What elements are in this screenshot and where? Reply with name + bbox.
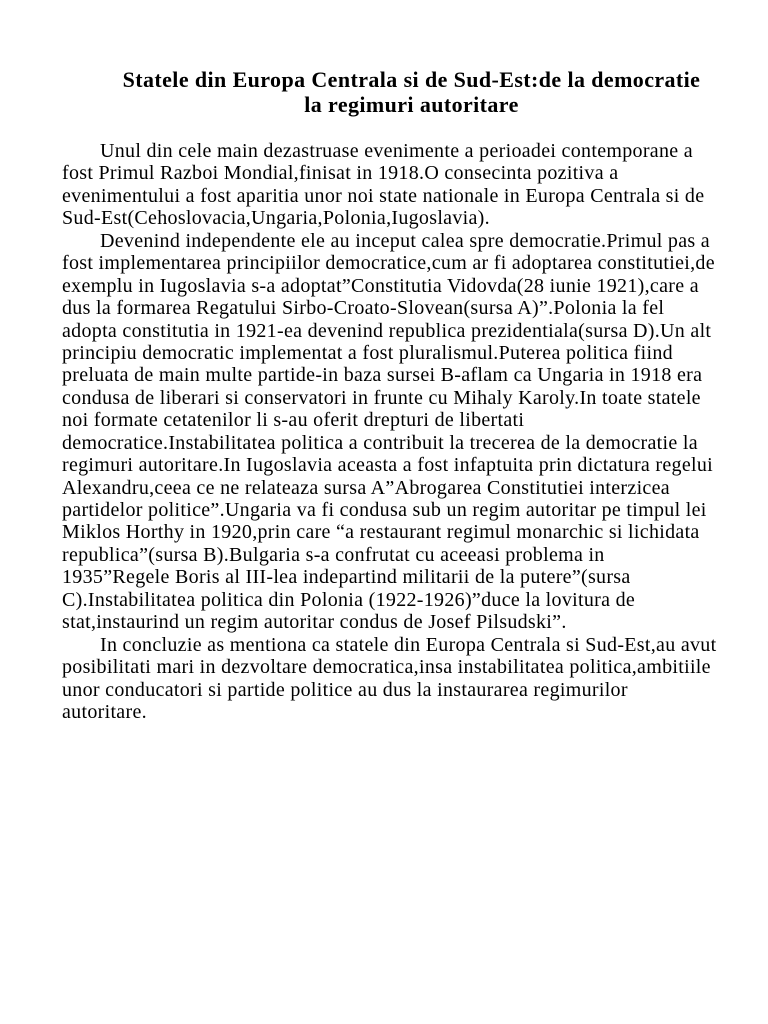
text-line: regimuri autoritare.In Iugoslavia aceasta a fost infaptuita prin dictatura regelui [62, 454, 714, 477]
text-line: C).Instabilitatea politica din Polonia (1922-1926)”duce la lovitura de [62, 588, 636, 611]
text-line: Devenind independente ele au inceput calea spre democratie.Primul pas a [100, 229, 710, 252]
text-line: dus la formarea Regatului Sirbo-Croato-Slovean(sursa A)”.Polonia la fel [62, 297, 665, 320]
text-line: In concluzie as mentiona ca statele din Europa Centrala si Sud-Est,au avut [100, 633, 717, 656]
paragraph-conclusion [62, 634, 752, 724]
text-line: principiu democratic implementat a fost pluralismul.Puterea politica fiind [62, 341, 673, 364]
text-line: Sud-Est(Cehoslovacia,Ungaria,Polonia,Iugoslavia). [62, 207, 490, 230]
text-line: fost Primul Razboi Mondial,finisat in 1918.O consecinta pozitiva a [62, 162, 619, 185]
text-line: stat,instaurind un regim autoritar condus de Josef Pilsudski”. [62, 611, 567, 634]
title-line: la regimuri autoritare [304, 92, 519, 117]
text-line: democratice.Instabilitatea politica a contribuit la trecerea de la democratie la [62, 431, 698, 454]
title-line: Statele din Europa Centrala si de Sud-Est:de la democratie [122, 67, 701, 92]
text-line: evenimentului a fost aparitia unor noi state nationale in Europa Centrala si de [62, 184, 705, 207]
text-line: noi formate cetatenilor li s-au oferit drepturi de libertati [62, 409, 525, 432]
text-line: republica”(sursa B).Bulgaria s-a confrutat cu aceeasi problema in [62, 543, 605, 566]
text-line: Alexandru,ceea ce ne relateaza sursa A”Abrogarea Constitutiei interzicea [62, 476, 670, 499]
text-line: posibilitati mari in dezvoltare democratica,insa instabilitatea politica,ambitiile [62, 656, 711, 679]
page-title [0, 67, 768, 117]
text-line: preluata de main multe partide-in baza sursei B-aflam ca Ungaria in 1918 era [62, 364, 703, 387]
paragraph-body [62, 230, 752, 634]
text-line: unor conducatori si partide politice au dus la instaurarea regimurilor [62, 678, 628, 701]
text-line: Unul din cele main dezastruase evenimente a perioadei contemporane a [100, 140, 693, 162]
text-line: autoritare. [62, 700, 147, 723]
text-line: exemplu in Iugoslavia s-a adoptat”Constitutia Vidovda(28 iunie 1921),care a [62, 274, 699, 297]
text-line: 1935”Regele Boris al III-lea indepartind militarii de la putere”(sursa [62, 566, 631, 589]
text-line: Miklos Horthy in 1920,prin care “a restaurant regimul monarchic si lichidata [62, 521, 700, 544]
paragraph-intro [62, 140, 752, 230]
text-line: partidelor politice”.Ungaria va fi condusa sub un regim autoritar pe timpul lei [62, 499, 707, 521]
text-line: fost implementarea principiilor democratice,cum ar fi adoptarea constitutiei,de [62, 252, 715, 275]
text-line: condusa de liberari si conservatori in frunte cu Mihaly Karoly.In toate statele [62, 386, 701, 409]
text-line: adopta constitutia in 1921-ea devenind republica prezidentiala(sursa D).Un alt [62, 319, 712, 342]
document-body [62, 140, 752, 723]
